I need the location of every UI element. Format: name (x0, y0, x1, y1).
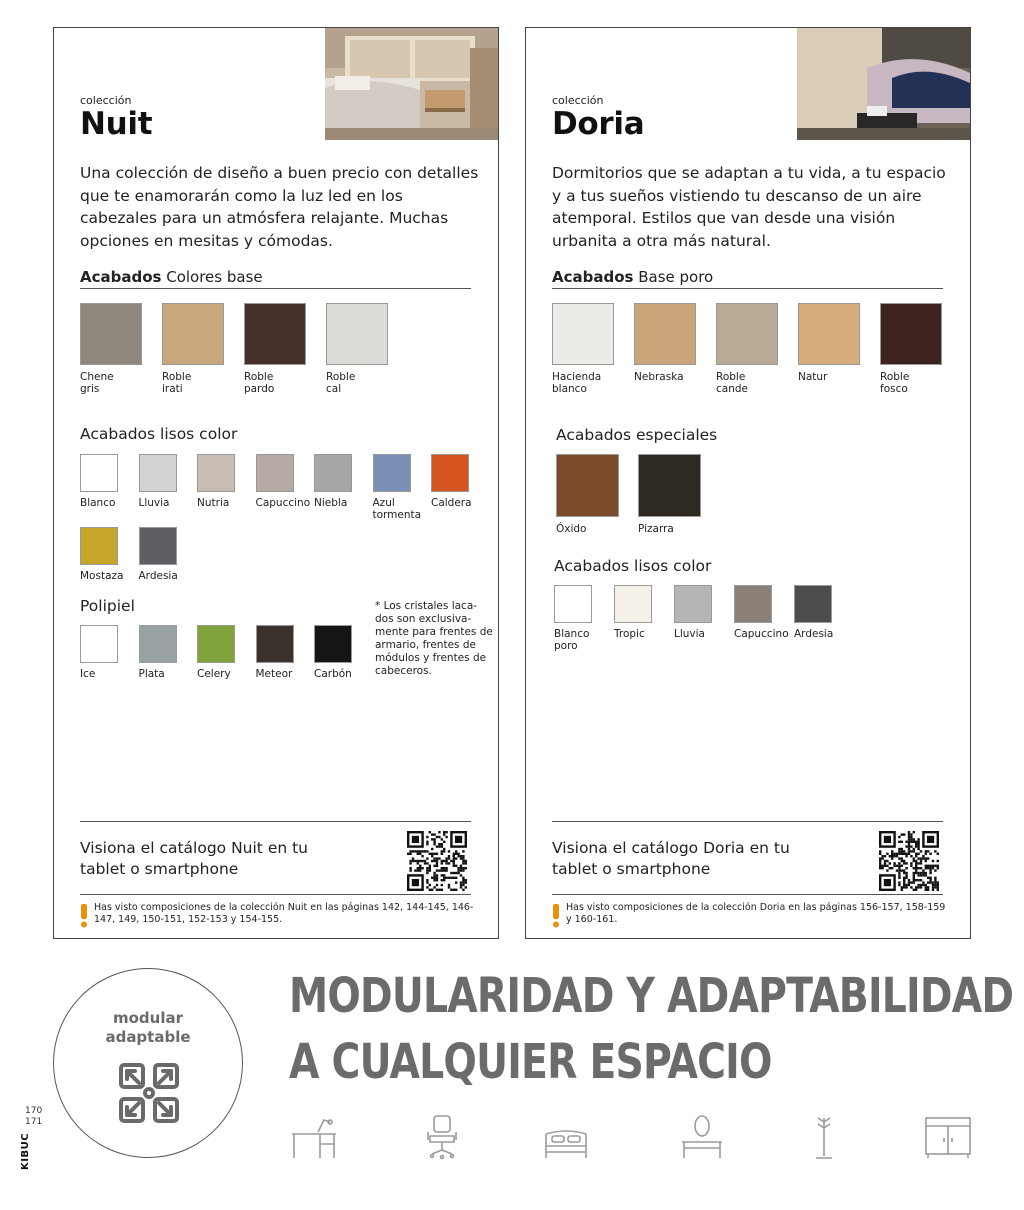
brand-logo: KIBUC (20, 1132, 31, 1170)
swatch-label: Capuccino (734, 628, 789, 640)
swatch-color (614, 585, 652, 623)
swatch-color (197, 454, 235, 492)
swatch-color (80, 625, 118, 663)
pages-notice-text: Has visto composiciones de la colección Nuit en las páginas 142, 144-145, 146-147, 149, 150-151, 152-153 y 154-155. (94, 902, 474, 925)
swatch-color (638, 454, 701, 517)
qr-code[interactable] (407, 831, 467, 891)
swatch-label: Lluvia (674, 628, 705, 640)
swatch-label: Roble cande (716, 371, 748, 395)
swatch-color (552, 303, 614, 365)
exclamation-icon (80, 904, 88, 928)
collection-description: Dormitorios que se adaptan a tu vida, a tu espacio y a tus sueños vistiendo tu descanso de un aire atemporal. Estilos que van desde una visión urbanita a otra más natural. (552, 164, 946, 250)
swatch-color (139, 527, 177, 565)
finishes-heading-bold: Acabados (80, 268, 162, 286)
swatch-label: Roble cal (326, 371, 356, 395)
swatch-color (244, 303, 306, 365)
collection-name: Doria (552, 106, 645, 142)
swatch-color (674, 585, 712, 623)
qr-caption: Visiona el catálogo Nuit en tu tablet o smartphone (80, 839, 309, 878)
swatch-label: Capuccino (255, 497, 311, 509)
swatch-color (734, 585, 772, 623)
plain-finishes-heading: Acabados lisos color (80, 425, 238, 443)
plain-finishes-heading: Acabados lisos color (554, 557, 712, 575)
swatch-label: Carbón (314, 668, 352, 680)
nuit-photo (325, 28, 498, 140)
swatch-label: Mostaza (80, 570, 124, 582)
qr-code[interactable] (879, 831, 939, 891)
swatch-label: Celery (197, 668, 231, 680)
headline-line-1: MODULARIDAD Y ADAPTABILIDAD (289, 968, 1014, 1024)
lacquer-note: * Los cristales laca-dos son exclusiva-mente para frentes de armario, frentes de módulos y frentes de cabeceros. (375, 600, 493, 677)
swatch-color (880, 303, 942, 365)
office-chair-icon (418, 1114, 466, 1160)
page-number-right: 171 (25, 1117, 43, 1127)
swatch-color (794, 585, 832, 623)
coat-rack-icon (800, 1114, 848, 1160)
swatch-color (314, 625, 352, 663)
swatch-label: Plata (138, 668, 165, 680)
expand-arrows-icon (117, 1061, 181, 1125)
swatch-label: Chene gris (80, 371, 114, 395)
collection-name: Nuit (80, 106, 153, 142)
collection-label: colección (80, 94, 132, 107)
panel-nuit (53, 27, 499, 939)
swatch-color (139, 454, 177, 492)
swatch-label: Tropic (614, 628, 645, 640)
badge-line-2: adaptable (105, 1028, 191, 1046)
swatch-label: Lluvia (138, 497, 170, 509)
swatch-label: Blanco poro (554, 628, 590, 652)
finishes-heading (552, 268, 943, 289)
swatch-label: Pizarra (638, 523, 674, 535)
swatch-color (80, 527, 118, 565)
modular-badge (53, 968, 243, 1158)
swatch-color (80, 454, 118, 492)
swatch-label: Niebla (314, 497, 348, 509)
badge-line-1: modular (112, 1009, 183, 1027)
swatch-color (716, 303, 778, 365)
collection-label: colección (552, 94, 604, 107)
swatch-color (554, 585, 592, 623)
divider (552, 894, 943, 895)
panel-doria (525, 27, 971, 939)
swatch-color (556, 454, 619, 517)
page-numbers (25, 1106, 42, 1128)
divider (552, 821, 943, 822)
dressing-table-icon (678, 1114, 726, 1160)
swatch-color (162, 303, 224, 365)
qr-caption: Visiona el catálogo Doria en tu tablet o smartphone (552, 839, 790, 878)
exclamation-icon (552, 904, 560, 928)
pages-notice-text: Has visto composiciones de la colección Doria en las páginas 156-157, 158-159 y 160-161. (566, 902, 946, 925)
swatch-color (326, 303, 388, 365)
swatch-label: Ice (80, 668, 96, 680)
divider (80, 821, 471, 822)
desk-icon (290, 1114, 338, 1160)
swatch-label: Meteor (255, 668, 293, 680)
swatch-color (197, 625, 235, 663)
swatch-label: Blanco (80, 497, 116, 509)
swatch-color (256, 454, 294, 492)
doria-photo (797, 28, 970, 140)
swatch-label: Caldera (431, 497, 472, 509)
swatch-label: Natur (798, 371, 828, 383)
divider (80, 894, 471, 895)
swatch-label: Roble fosco (880, 371, 910, 395)
polipiel-heading: Polipiel (80, 597, 135, 615)
bed-icon (542, 1114, 590, 1160)
swatch-label: Nutria (197, 497, 230, 509)
collection-description: Una colección de diseño a buen precio con detalles que te enamorarán como la luz led en los cabezales para un atmósfera relajante. Muchas opciones en mesitas y cómodas. (80, 164, 479, 250)
swatch-color (634, 303, 696, 365)
finishes-heading-rest: Base poro (633, 268, 714, 286)
swatch-label: Roble irati (162, 371, 192, 395)
headline-line-2: A CUALQUIER ESPACIO (289, 1034, 772, 1090)
swatch-color (373, 454, 411, 492)
swatch-label: Hacienda blanco (552, 371, 602, 395)
swatch-label: Nebraska (634, 371, 684, 383)
swatch-color (80, 303, 142, 365)
finishes-heading-bold: Acabados (552, 268, 634, 286)
swatch-color (314, 454, 352, 492)
swatch-color (431, 454, 469, 492)
page-number-left: 170 (25, 1106, 43, 1116)
swatch-label: Roble pardo (244, 371, 275, 395)
swatch-label: Óxido (556, 523, 587, 535)
swatch-label: Ardesia (794, 628, 834, 640)
swatch-label: Ardesia (138, 570, 178, 582)
special-finishes-heading: Acabados especiales (556, 426, 718, 444)
finishes-heading (80, 268, 471, 289)
swatch-color (798, 303, 860, 365)
finishes-heading-rest: Colores base (161, 268, 263, 286)
cabinet-icon (924, 1114, 972, 1160)
swatch-color (139, 625, 177, 663)
swatch-label: Azul tormenta (372, 497, 422, 521)
swatch-color (256, 625, 294, 663)
